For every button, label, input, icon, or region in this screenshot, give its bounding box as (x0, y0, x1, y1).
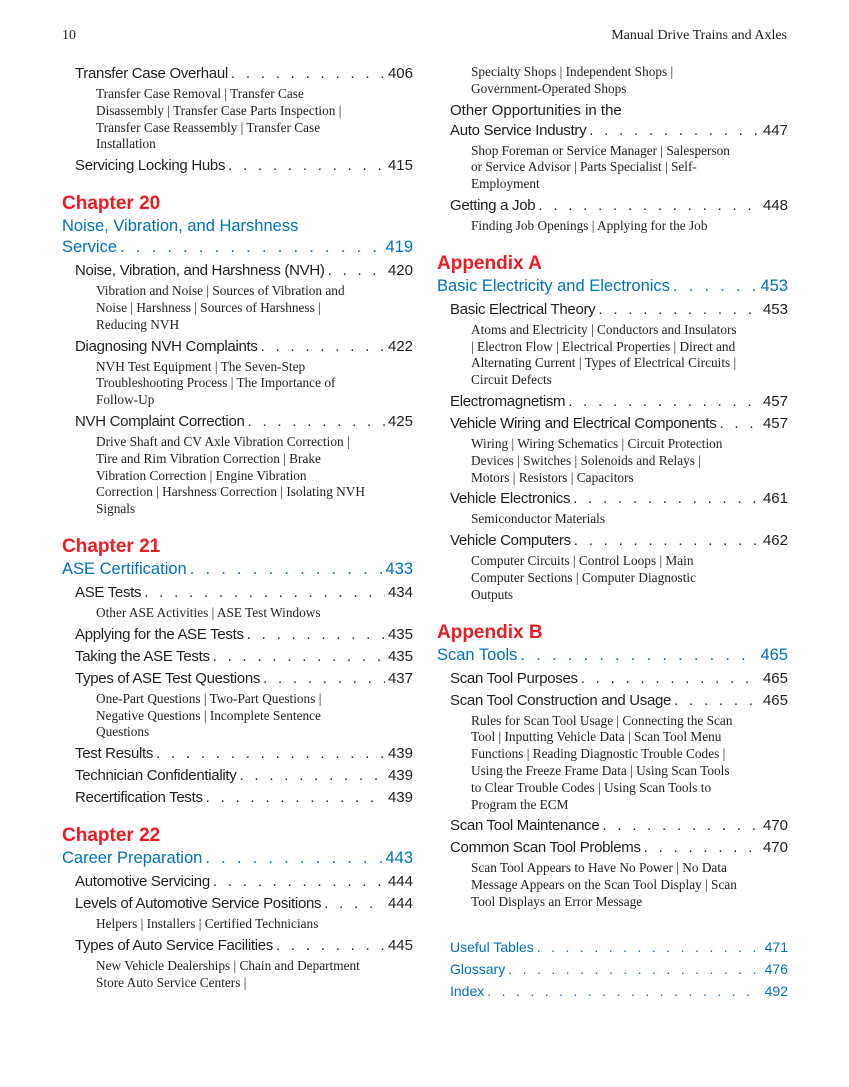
appendix-title-scan-tools[interactable]: Scan Tools . . . 465 (437, 645, 788, 666)
dot-leader (261, 337, 385, 357)
subtopics: NVH Test Equipment | The Seven-Step Troubleshooting Process | The Importance of Follow-Up (96, 358, 336, 408)
toc-entry[interactable]: Test Results . . . 439 (75, 744, 413, 764)
toc-entry[interactable]: Diagnosing NVH Complaints . . . 422 (75, 337, 413, 357)
dot-leader (213, 872, 385, 892)
dot-leader (674, 691, 760, 711)
appendix-label: Appendix B (437, 621, 543, 643)
page-ref: 457 (762, 392, 788, 410)
page-ref: 422 (387, 337, 413, 355)
page-ref: 445 (387, 936, 413, 954)
dot-leader (190, 559, 383, 580)
toc-left-column (62, 64, 413, 995)
page-ref: 437 (387, 669, 413, 687)
dot-leader (568, 392, 760, 412)
toc-entry-glossary[interactable]: Glossary . . . 476 (450, 958, 788, 980)
subtopics: Wiring | Wiring Schematics | Circuit Protection Devices | Switches | Solenoids and Relays | Motors | Resistors | Capacitors (471, 435, 723, 485)
toc-entry[interactable]: Scan Tool Purposes . . . 465 (450, 669, 788, 689)
page-ref: 419 (385, 238, 413, 257)
toc-entry-servicing-locking-hubs[interactable]: Servicing Locking Hubs . . . 415 (75, 156, 413, 176)
page-ref: 433 (385, 559, 413, 578)
toc-entry[interactable]: Scan Tool Construction and Usage . . . 465 (450, 691, 788, 711)
dot-leader (644, 838, 760, 858)
page-ref: 465 (760, 645, 788, 664)
chapter-title-career-preparation[interactable]: Career Preparation . . . 443 (62, 848, 413, 869)
toc-entry[interactable]: Recertification Tests . . . 439 (75, 788, 413, 808)
dot-leader (573, 489, 760, 509)
page-ref: 462 (762, 532, 788, 550)
toc-entry[interactable]: Taking the ASE Tests . . . 435 (75, 647, 413, 667)
page-ref: 444 (387, 873, 413, 891)
subtopics: Transfer Case Removal | Transfer Case Disassembly | Transfer Case Parts Inspection | Transfer Case Reassembly | Transfer Case Installation (96, 86, 342, 152)
toc-entry[interactable]: Types of Auto Service Facilities . . . 445 (75, 936, 413, 956)
toc-entry[interactable]: Noise, Vibration, and Harshness (NVH) . . . 420 (75, 261, 413, 281)
subtopics: Scan Tool Appears to Have No Power | No Data Message Appears on the Scan Tool Display | Scan Tool Displays an Error Message (471, 860, 737, 909)
page-ref: 444 (387, 895, 413, 913)
page-ref: 439 (387, 789, 413, 807)
toc-entry-getting-a-job[interactable]: Getting a Job . . . 448 (450, 196, 788, 216)
page-ref: 461 (762, 490, 788, 508)
page-ref: 439 (387, 767, 413, 785)
dot-leader (156, 744, 385, 764)
page-ref: 470 (762, 839, 788, 857)
toc-entry-index[interactable]: Index . . . 492 (450, 980, 788, 1002)
subtopics: Rules for Scan Tool Usage | Connecting the Scan Tool | Inputting Vehicle Data | Scan Tool Menu Functions | Reading Diagnostic Trouble Codes | Using the Freeze Frame Data | Using Scan Tools to Clear Trouble Codes | Using Scan Tools to Program the ECM (471, 712, 733, 812)
dot-leader (328, 261, 385, 281)
subtopics: Atoms and Electricity | Conductors and Insulators | Electron Flow | Electrical Properties | Direct and Alternating Current | Types of Electrical Circuits | Circuit Defects (471, 321, 737, 388)
running-title: Manual Drive Trains and Axles (611, 28, 787, 43)
page-ref: 465 (762, 669, 788, 687)
chapter-title-nvh[interactable]: Noise, Vibration, and Harshness Service . . . 419 (62, 216, 413, 258)
page-ref: 471 (764, 938, 788, 955)
toc-entry[interactable]: Vehicle Computers . . . 462 (450, 531, 788, 551)
chapter-title-ase-certification[interactable]: ASE Certification . . . 433 (62, 559, 413, 580)
page-ref: 448 (762, 196, 788, 214)
toc-entry[interactable]: Levels of Automotive Service Positions . . . 444 (75, 894, 413, 914)
dot-leader (673, 276, 758, 297)
dot-leader (602, 816, 760, 836)
page-number: 10 (62, 28, 76, 43)
dot-leader (144, 583, 385, 603)
appendix-title-basic-electricity[interactable]: Basic Electricity and Electronics . . . 453 (437, 276, 788, 297)
dot-leader (537, 936, 762, 958)
toc-right-column (437, 64, 788, 1002)
dot-leader (228, 156, 385, 176)
page-ref: 476 (764, 960, 788, 977)
appendix-label: Appendix A (437, 252, 542, 274)
page-ref: 443 (385, 849, 413, 868)
dot-leader (206, 788, 385, 808)
chapter-label: Chapter 22 (62, 825, 161, 847)
page-ref: 447 (762, 121, 788, 139)
dot-leader (239, 766, 385, 786)
dot-leader (520, 645, 757, 666)
subtopics: Vibration and Noise | Sources of Vibration and Noise | Harshness | Sources of Harshness | Reducing NVH (96, 283, 345, 332)
subtopics: Other ASE Activities | ASE Test Windows (96, 604, 321, 620)
dot-leader (719, 414, 760, 434)
page-ref: 415 (387, 157, 413, 175)
page-ref: 453 (760, 276, 788, 295)
chapter-label: Chapter 20 (62, 193, 161, 215)
toc-entry[interactable]: Automotive Servicing . . . 444 (75, 872, 413, 892)
subtopics: Computer Circuits | Control Loops | Main Computer Sections | Computer Diagnostic Outputs (471, 553, 696, 602)
page-ref: 434 (387, 583, 413, 601)
dot-leader (581, 669, 760, 689)
dot-leader (276, 936, 385, 956)
dot-leader (213, 647, 385, 667)
dot-leader (205, 848, 382, 869)
toc-entry[interactable]: Vehicle Electronics . . . 461 (450, 489, 788, 509)
page-ref: 457 (762, 414, 788, 432)
toc-entry-transfer-case-overhaul[interactable]: Transfer Case Overhaul . . . 406 (75, 64, 413, 84)
page-ref: 420 (387, 262, 413, 280)
toc-entry[interactable]: Types of ASE Test Questions . . . 437 (75, 669, 413, 689)
subtopics: Specialty Shops | Independent Shops | Government-Operated Shops (471, 64, 674, 96)
toc-entry[interactable]: Electromagnetism . . . 457 (450, 392, 788, 412)
dot-leader (538, 196, 760, 216)
page-header (0, 28, 849, 48)
page-ref: 470 (762, 817, 788, 835)
toc-entry-other-opportunities[interactable]: Other Opportunities in the Auto Service Industry . . . 447 (450, 101, 788, 141)
page-ref: 439 (387, 745, 413, 763)
dot-leader (508, 958, 761, 980)
dot-leader (574, 531, 760, 551)
dot-leader (263, 669, 385, 689)
subtopics: Drive Shaft and CV Axle Vibration Correction | Tire and Rim Vibration Correction | Brake Vibration Correction | Engine Vibration Correction | Harshness Correction | Isolating NVH Signals (96, 433, 365, 517)
page-ref: 465 (762, 691, 788, 709)
page-ref: 425 (387, 412, 413, 430)
subtopics: New Vehicle Dealerships | Chain and Department Store Auto Service Centers | (96, 957, 360, 990)
toc-entry[interactable]: Technician Confidentiality . . . 439 (75, 766, 413, 786)
dot-leader (231, 64, 385, 84)
toc-entry[interactable]: NVH Complaint Correction . . . 425 (75, 412, 413, 432)
subtopics: Semiconductor Materials (471, 511, 606, 527)
dot-leader (324, 894, 385, 914)
toc-entry[interactable]: Vehicle Wiring and Electrical Components . . . 457 (450, 414, 788, 434)
dot-leader (487, 980, 761, 1002)
subtopics: Shop Foreman or Service Manager | Salesperson or Service Advisor | Parts Specialist | Self-Employment (471, 142, 730, 192)
toc-entry[interactable]: Basic Electrical Theory . . . 453 (450, 300, 788, 320)
dot-leader (120, 237, 382, 258)
page-ref: 435 (387, 647, 413, 665)
dot-leader (247, 625, 385, 645)
subtopics: Helpers | Installers | Certified Technicians (96, 916, 319, 932)
toc-entry-useful-tables[interactable]: Useful Tables . . . 471 (450, 936, 788, 958)
toc-entry[interactable]: Applying for the ASE Tests . . . 435 (75, 625, 413, 645)
dot-leader (598, 300, 760, 320)
toc-entry[interactable]: Common Scan Tool Problems . . . 470 (450, 838, 788, 858)
page-ref: 435 (387, 625, 413, 643)
dot-leader (589, 121, 760, 141)
page-ref: 453 (762, 300, 788, 318)
page-ref: 406 (387, 65, 413, 82)
subtopics: One-Part Questions | Two-Part Questions | Negative Questions | Incomplete Sentence Questions (96, 690, 322, 740)
chapter-label: Chapter 21 (62, 535, 161, 557)
dot-leader (248, 412, 385, 432)
toc-entry[interactable]: Scan Tool Maintenance . . . 470 (450, 816, 788, 836)
subtopics: Finding Job Openings | Applying for the Job (471, 217, 708, 233)
toc-entry[interactable]: ASE Tests . . . 434 (75, 583, 413, 603)
page-ref: 492 (764, 982, 788, 999)
